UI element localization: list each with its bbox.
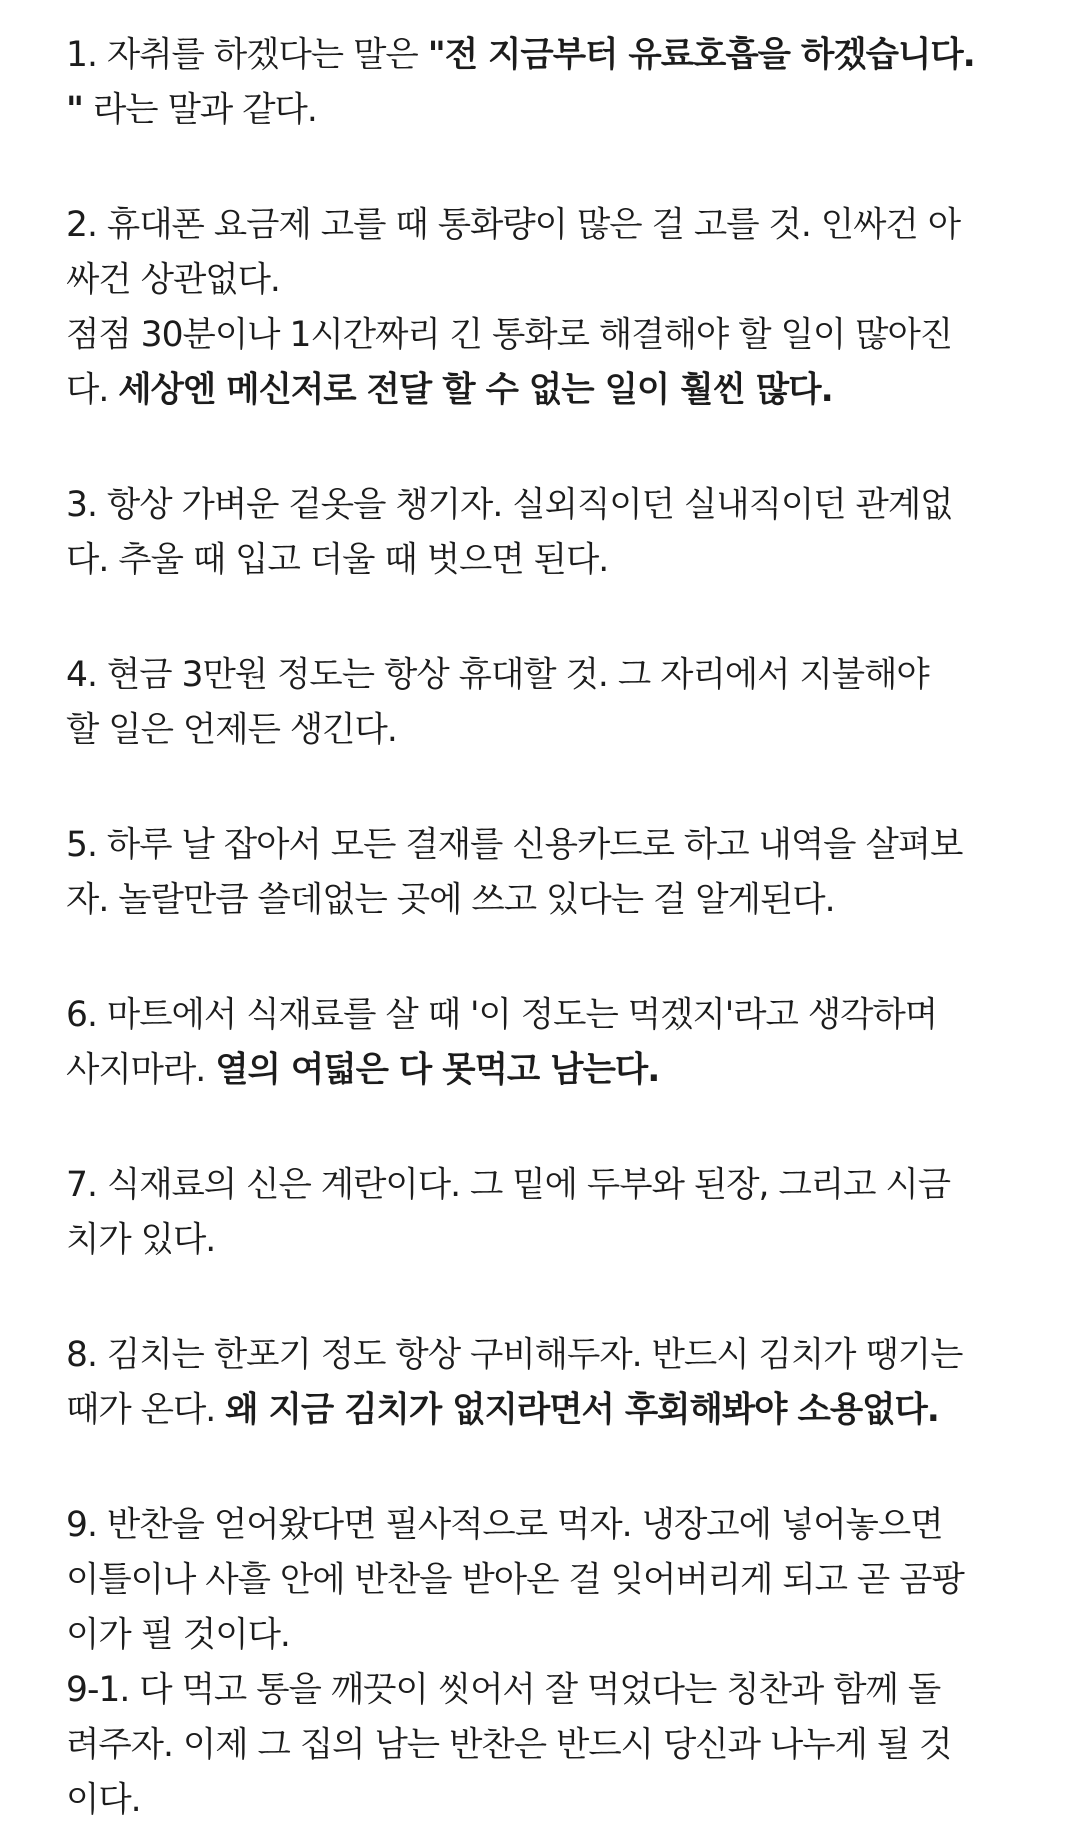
text-segment: 점점 30분이나 1시간짜리 긴 통화로 해결해야 할 일이 많아진 (66, 315, 953, 355)
emphasized-text: " (66, 90, 83, 130)
paragraph-gap (66, 928, 1026, 988)
text-line (66, 1498, 1026, 1553)
text-line (66, 1663, 1026, 1718)
emphasized-text: "전 지금부터 유료호흡을 하겠습니다. (427, 35, 975, 75)
text-line (66, 478, 1026, 533)
text-line (66, 253, 1026, 308)
text-segment: 9-1. 다 먹고 통을 깨끗이 씻어서 잘 먹었다는 칭찬과 함께 돌 (66, 1670, 941, 1710)
text-line (66, 818, 1026, 873)
text-line (66, 1608, 1026, 1663)
emphasized-text: 왜 지금 김치가 없지라면서 후회해봐야 소용없다. (225, 1390, 939, 1430)
text-segment: 이다. (66, 1780, 141, 1820)
list-item (66, 818, 1026, 928)
list-item (66, 1328, 1026, 1438)
text-segment: 때가 온다. (66, 1390, 226, 1430)
paragraph-gap (66, 418, 1026, 478)
text-segment: 8. 김치는 한포기 정도 항상 구비해두자. 반드시 김치가 땡기는 (66, 1335, 963, 1375)
text-line (66, 648, 1026, 703)
text-line (66, 1328, 1026, 1383)
text-segment: 다. (66, 370, 119, 410)
text-line (66, 198, 1026, 253)
text-segment: 려주자. 이제 그 집의 남는 반찬은 반드시 당신과 나누게 될 것 (66, 1725, 952, 1765)
emphasized-text: 열의 여덟은 다 못먹고 남는다. (215, 1050, 660, 1090)
text-line (66, 533, 1026, 588)
text-segment: 1. 자취를 하겠다는 말은 (66, 35, 428, 75)
text-segment: 다. 추울 때 입고 더울 때 벗으면 된다. (66, 540, 609, 580)
paragraph-gap (66, 1438, 1026, 1498)
document-body (66, 28, 1026, 1828)
list-item (66, 1498, 1026, 1828)
text-line (66, 1213, 1026, 1268)
text-line (66, 873, 1026, 928)
list-item (66, 1158, 1026, 1268)
text-segment: 라는 말과 같다. (82, 90, 317, 130)
list-item (66, 28, 1026, 138)
text-segment: 싸건 상관없다. (66, 260, 280, 300)
text-segment: 2. 휴대폰 요금제 고를 때 통화량이 많은 걸 고를 것. 인싸건 아 (66, 205, 961, 245)
text-line (66, 988, 1026, 1043)
text-line (66, 703, 1026, 758)
text-segment: 3. 항상 가벼운 겉옷을 챙기자. 실외직이던 실내직이던 관계없 (66, 485, 953, 525)
text-segment: 이틀이나 사흘 안에 반찬을 받아온 걸 잊어버리게 되고 곧 곰팡 (66, 1560, 964, 1600)
list-item (66, 198, 1026, 418)
list-item (66, 988, 1026, 1098)
paragraph-gap (66, 588, 1026, 648)
paragraph-gap (66, 1268, 1026, 1328)
text-segment: 5. 하루 날 잡아서 모든 결재를 신용카드로 하고 내역을 살펴보 (66, 825, 963, 865)
list-item (66, 648, 1026, 758)
text-line (66, 1773, 1026, 1828)
emphasized-text: 세상엔 메신저로 전달 할 수 없는 일이 훨씬 많다. (118, 370, 833, 410)
text-line (66, 83, 1026, 138)
list-item (66, 478, 1026, 588)
text-line (66, 1718, 1026, 1773)
text-line (66, 363, 1026, 418)
text-line (66, 1383, 1026, 1438)
text-segment: 할 일은 언제든 생긴다. (66, 710, 397, 750)
text-segment: 자. 놀랄만큼 쓸데없는 곳에 쓰고 있다는 걸 알게된다. (66, 880, 835, 920)
text-segment: 6. 마트에서 식재료를 살 때 '이 정도는 먹겠지'라고 생각하며 (66, 995, 938, 1035)
text-segment: 9. 반찬을 얻어왔다면 필사적으로 먹자. 냉장고에 넣어놓으면 (66, 1505, 943, 1545)
text-segment: 4. 현금 3만원 정도는 항상 휴대할 것. 그 자리에서 지불해야 (66, 655, 929, 695)
paragraph-gap (66, 758, 1026, 818)
paragraph-gap (66, 138, 1026, 198)
paragraph-gap (66, 1098, 1026, 1158)
text-line (66, 1158, 1026, 1213)
text-line (66, 308, 1026, 363)
text-segment: 사지마라. (66, 1050, 216, 1090)
text-line (66, 1043, 1026, 1098)
text-line (66, 28, 1026, 83)
text-segment: 이가 필 것이다. (66, 1615, 290, 1655)
text-segment: 7. 식재료의 신은 계란이다. 그 밑에 두부와 된장, 그리고 시금 (66, 1165, 951, 1205)
text-line (66, 1553, 1026, 1608)
text-segment: 치가 있다. (66, 1220, 216, 1260)
